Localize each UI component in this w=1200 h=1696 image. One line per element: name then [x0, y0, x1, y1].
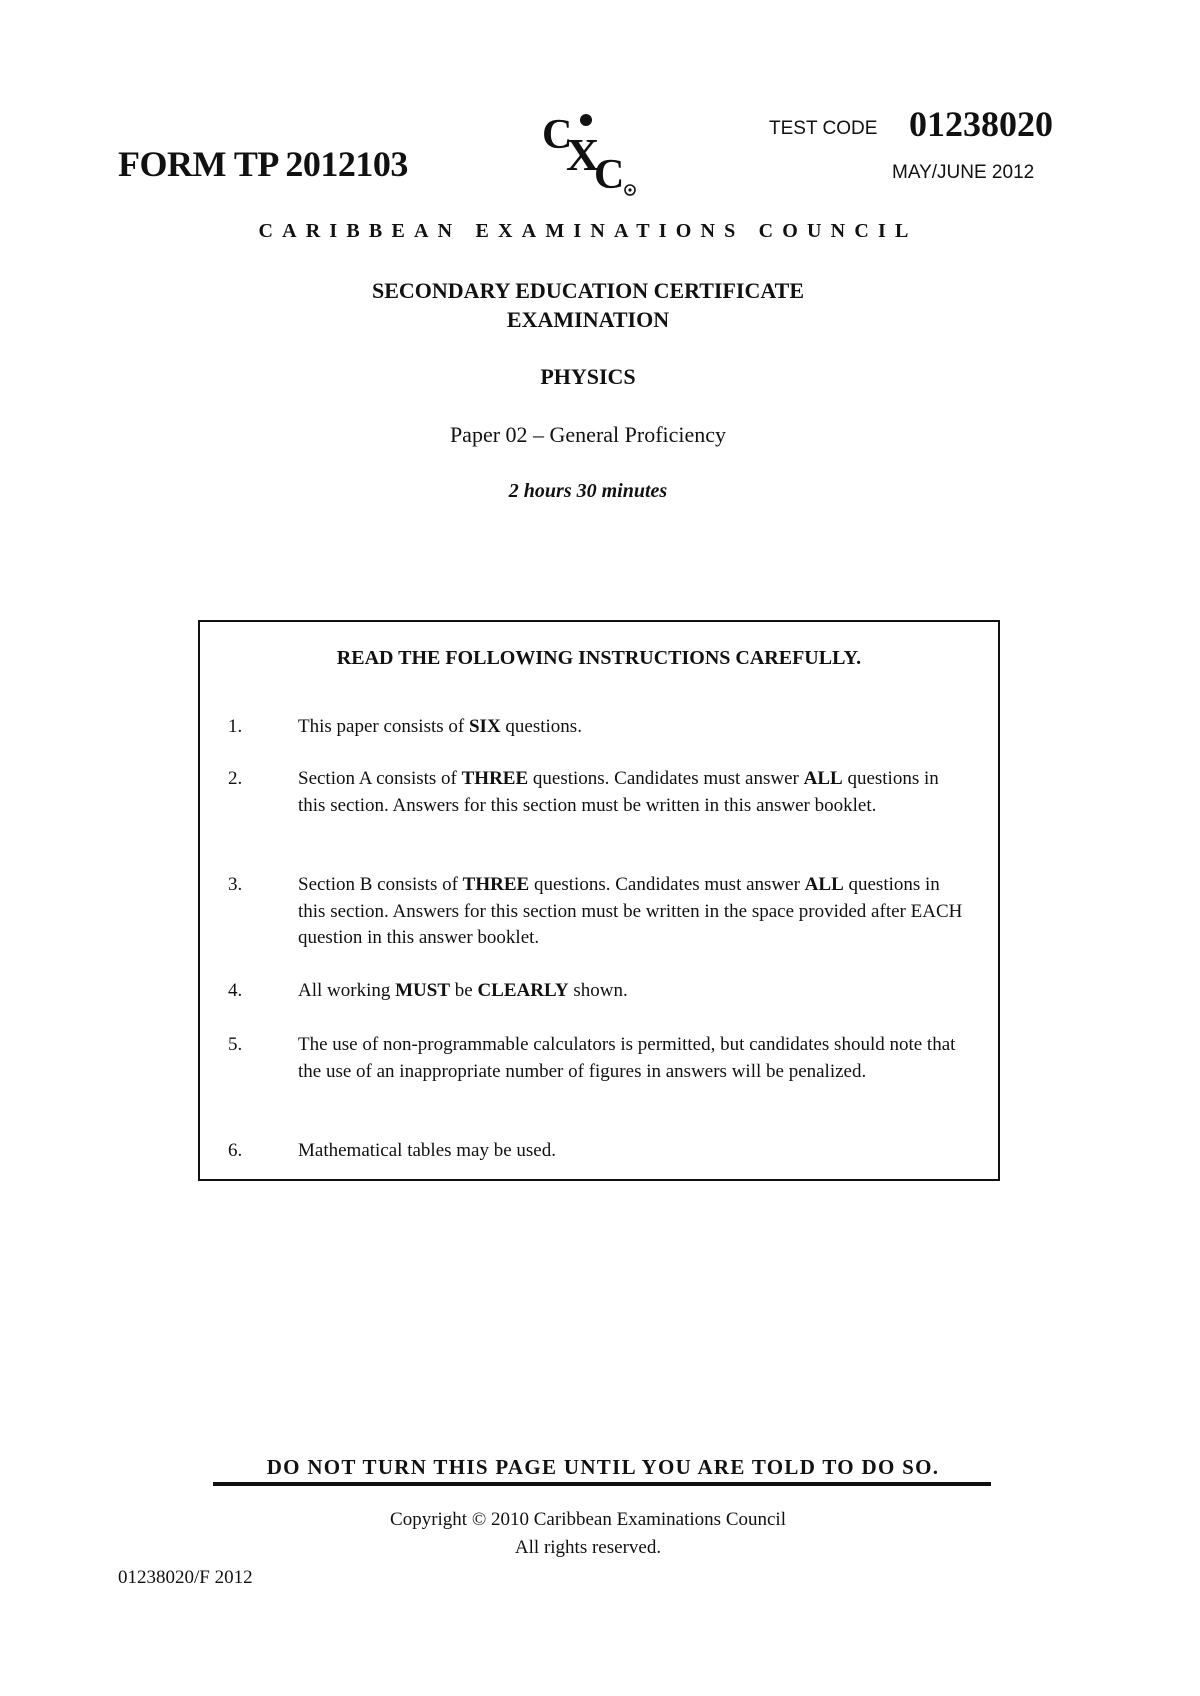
council-name: CARIBBEAN EXAMINATIONS COUNCIL — [258, 220, 918, 242]
instruction-text: This paper consists of SIX questions. — [298, 716, 582, 737]
paper-code: 01238020/F 2012 — [118, 1567, 253, 1588]
do-not-turn-warning: DO NOT TURN THIS PAGE UNTIL YOU ARE TOLD TO DO SO. — [266, 1455, 940, 1479]
exam-title-line-1: SECONDARY EDUCATION CERTIFICATE — [372, 278, 804, 303]
instruction-text: Section B consists of THREE questions. Candidates must answer ALL questions in this section. Answers for this section must be written in the space provided after EACH question in this answer booklet. — [298, 874, 963, 948]
test-code: 01238020 — [909, 104, 1053, 144]
instruction-text: Mathematical tables may be used. — [298, 1140, 556, 1161]
copyright-notice — [0, 1506, 1176, 1562]
svg-text:C: C — [542, 112, 573, 158]
exam-title-line-2: EXAMINATION — [506, 307, 670, 332]
warning-underline — [213, 1482, 991, 1486]
instruction-text: The use of non-programmable calculators is permitted, but candidates should note that the use of an inappropriate number of figures in answers will be penalized. — [298, 1034, 956, 1082]
svg-text:X: X — [566, 129, 600, 180]
instruction-number: 2. — [228, 768, 243, 789]
rights-line: All rights reserved. — [514, 1537, 662, 1558]
subject-title: PHYSICS — [540, 364, 636, 389]
copyright-line: Copyright © 2010 Caribbean Examinations Council — [390, 1509, 786, 1530]
instruction-number: 1. — [228, 716, 243, 737]
instructions-heading: READ THE FOLLOWING INSTRUCTIONS CAREFULLY. — [336, 647, 862, 669]
instruction-text: All working MUST be CLEARLY shown. — [298, 980, 628, 1001]
exam-session: MAY/JUNE 2012 — [892, 162, 1035, 183]
instruction-number: 5. — [228, 1034, 243, 1055]
svg-text:C: C — [594, 152, 625, 198]
exam-title — [0, 276, 1176, 334]
test-code-label: TEST CODE — [769, 118, 878, 139]
form-number: FORM TP 2012103 — [118, 144, 408, 184]
instruction-number: 6. — [228, 1140, 243, 1161]
instruction-text: Section A consists of THREE questions. Candidates must answer ALL questions in this section. Answers for this section must be written in this answer booklet. — [298, 768, 939, 816]
cxc-logo — [540, 108, 640, 198]
instruction-number: 4. — [228, 980, 243, 1001]
instructions-box — [198, 620, 1000, 1181]
paper-title: Paper 02 – General Proficiency — [449, 422, 727, 447]
exam-duration: 2 hours 30 minutes — [508, 480, 668, 502]
instruction-number: 3. — [228, 874, 243, 895]
